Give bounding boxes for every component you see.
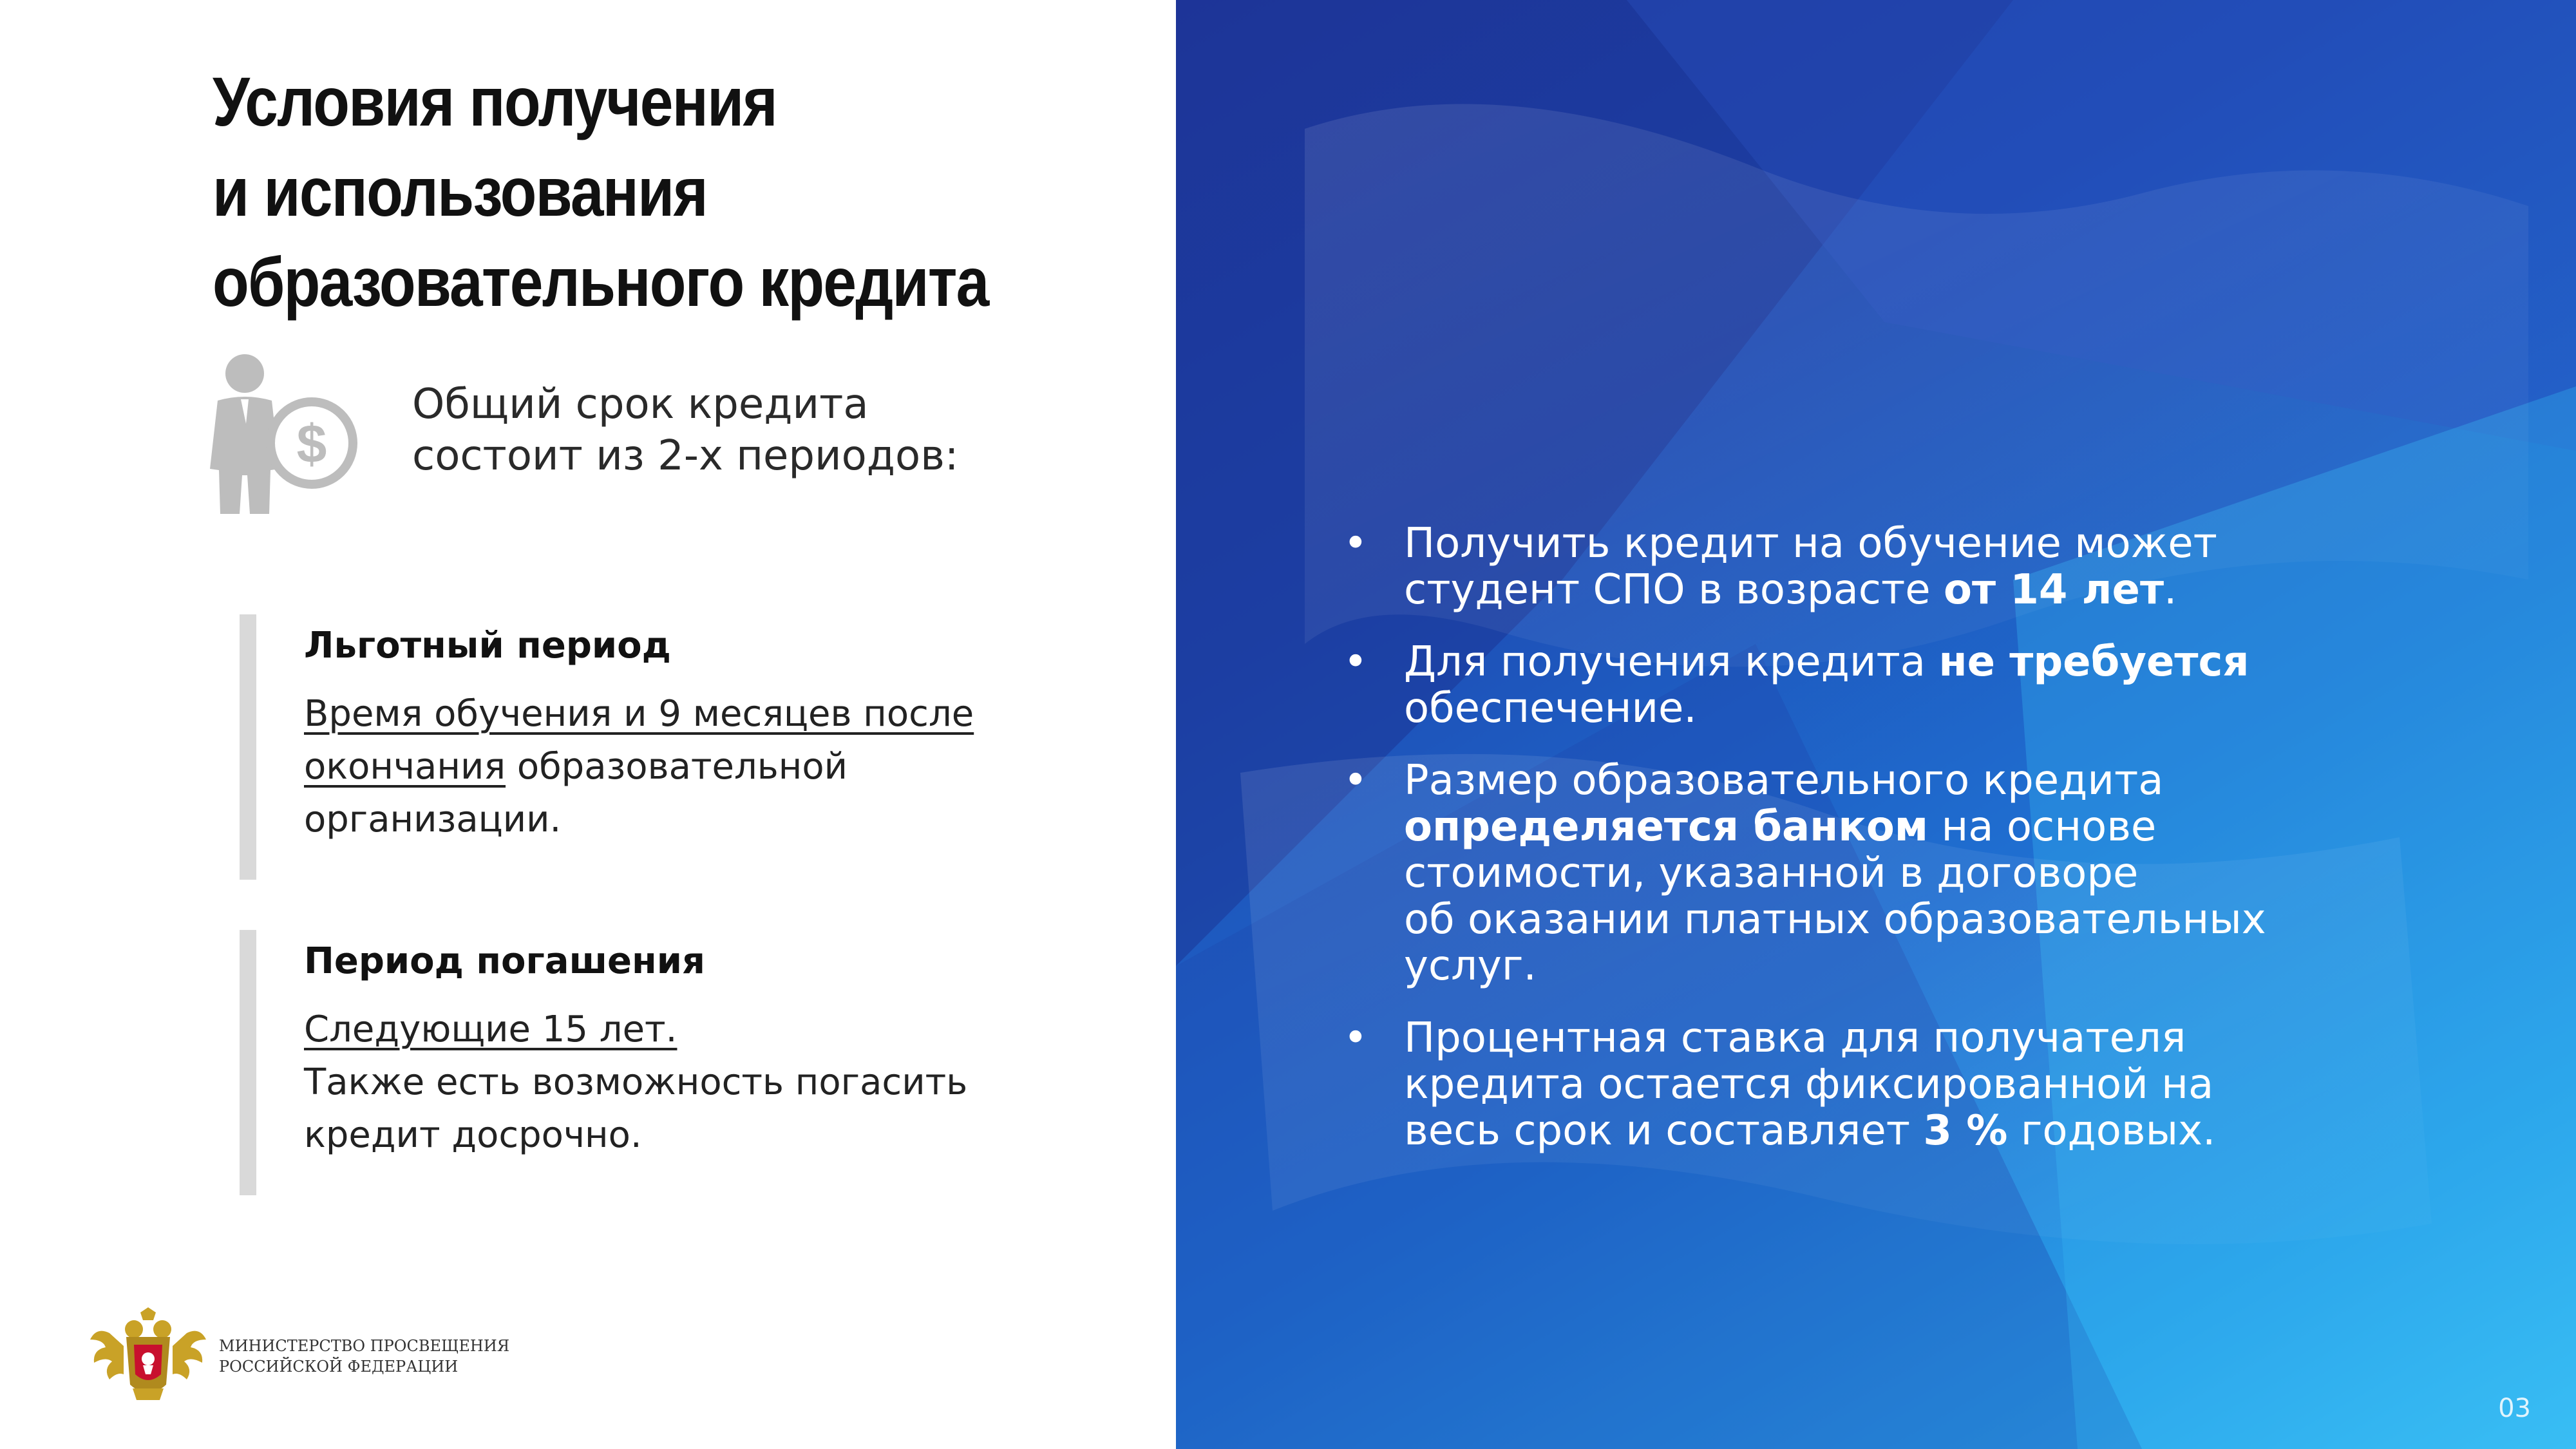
grace-period-underlined-1: Время обучения и 9 месяцев после	[304, 693, 974, 735]
bullet-3-line-3: стоимости, указанной в договоре	[1404, 849, 2139, 897]
ministry-name	[219, 1336, 509, 1377]
bullet-dot: •	[1343, 638, 1368, 686]
grace-period-block	[240, 614, 1077, 880]
grace-period-text-3: организации.	[304, 799, 562, 840]
bullet-3-line-2-bold: определяется банком	[1404, 803, 1929, 851]
list-item	[1343, 757, 2438, 989]
bullet-dot: •	[1343, 1014, 1368, 1062]
grace-period-heading: Льготный период	[304, 625, 671, 667]
grace-period-text-2: образовательной	[506, 746, 848, 788]
bullet-1-line-2-pre: студент СПО в возрасте	[1404, 566, 1944, 614]
grace-period-bar	[240, 614, 256, 880]
bullet-dot: •	[1343, 520, 1368, 567]
svg-text:$: $	[296, 413, 327, 474]
bullet-1-line-2-post: .	[2164, 566, 2177, 614]
ministry-name-line-2: РОССИЙСКОЙ ФЕДЕРАЦИИ	[219, 1358, 459, 1376]
bullet-4-line-3-post: годовых.	[2007, 1107, 2216, 1155]
bullet-4-line-1: Процентная ставка для получателя	[1404, 1014, 2186, 1062]
bullet-4-line-3-bold: 3 %	[1923, 1107, 2008, 1155]
page-number: 03	[2498, 1394, 2531, 1423]
title-line-3: образовательного кредита	[213, 243, 989, 321]
bullet-2-line-1-bold: не требуется	[1938, 638, 2249, 686]
page-title	[213, 57, 1021, 327]
repayment-period-block	[240, 930, 1077, 1195]
repayment-period-text-3: кредит досрочно.	[304, 1114, 642, 1156]
bullet-4-line-3-pre: весь срок и составляет	[1404, 1107, 1924, 1155]
title-line-2: и использования	[213, 153, 707, 231]
repayment-period-text	[304, 1003, 1077, 1162]
conditions-list	[1343, 520, 2438, 1180]
bullet-4-line-2: кредита остается фиксированной на	[1404, 1061, 2214, 1108]
intro-line-2: состоит из 2-х периодов:	[412, 432, 959, 480]
list-item	[1343, 639, 2438, 732]
grace-period-underlined-2: окончания	[304, 746, 506, 788]
bullet-dot: •	[1343, 757, 1368, 804]
title-line-1: Условия получения	[213, 62, 777, 140]
repayment-period-underlined-1: Следующие 15 лет.	[304, 1009, 677, 1050]
left-panel	[0, 0, 1176, 1449]
intro-line-1: Общий срок кредита	[412, 381, 869, 428]
bullet-1-line-2-bold: от 14 лет	[1943, 566, 2164, 614]
grace-period-text	[304, 688, 1077, 846]
coat-of-arms-icon	[84, 1307, 213, 1404]
repayment-period-bar	[240, 930, 256, 1195]
bullet-3-line-2-post: на основе	[1928, 803, 2157, 851]
list-item	[1343, 520, 2438, 613]
list-item	[1343, 1015, 2438, 1154]
bullet-2-line-2: обеспечение.	[1404, 685, 1697, 732]
businessman-money-icon	[205, 353, 365, 514]
intro-text	[412, 379, 1121, 482]
ministry-name-line-1: МИНИСТЕРСТВО ПРОСВЕЩЕНИЯ	[219, 1337, 510, 1355]
bullet-1-line-1: Получить кредит на обучение может	[1404, 520, 2217, 567]
bullet-3-line-1: Размер образовательного кредита	[1404, 757, 2164, 804]
bullet-2-line-1-pre: Для получения кредита	[1404, 638, 1939, 686]
bullet-3-line-4: об оказании платных образовательных	[1404, 896, 2266, 943]
repayment-period-heading: Период погашения	[304, 940, 705, 982]
bullet-3-line-5: услуг.	[1404, 942, 1537, 990]
right-panel	[1176, 0, 2576, 1449]
repayment-period-text-2: Также есть возможность погасить	[304, 1061, 968, 1103]
